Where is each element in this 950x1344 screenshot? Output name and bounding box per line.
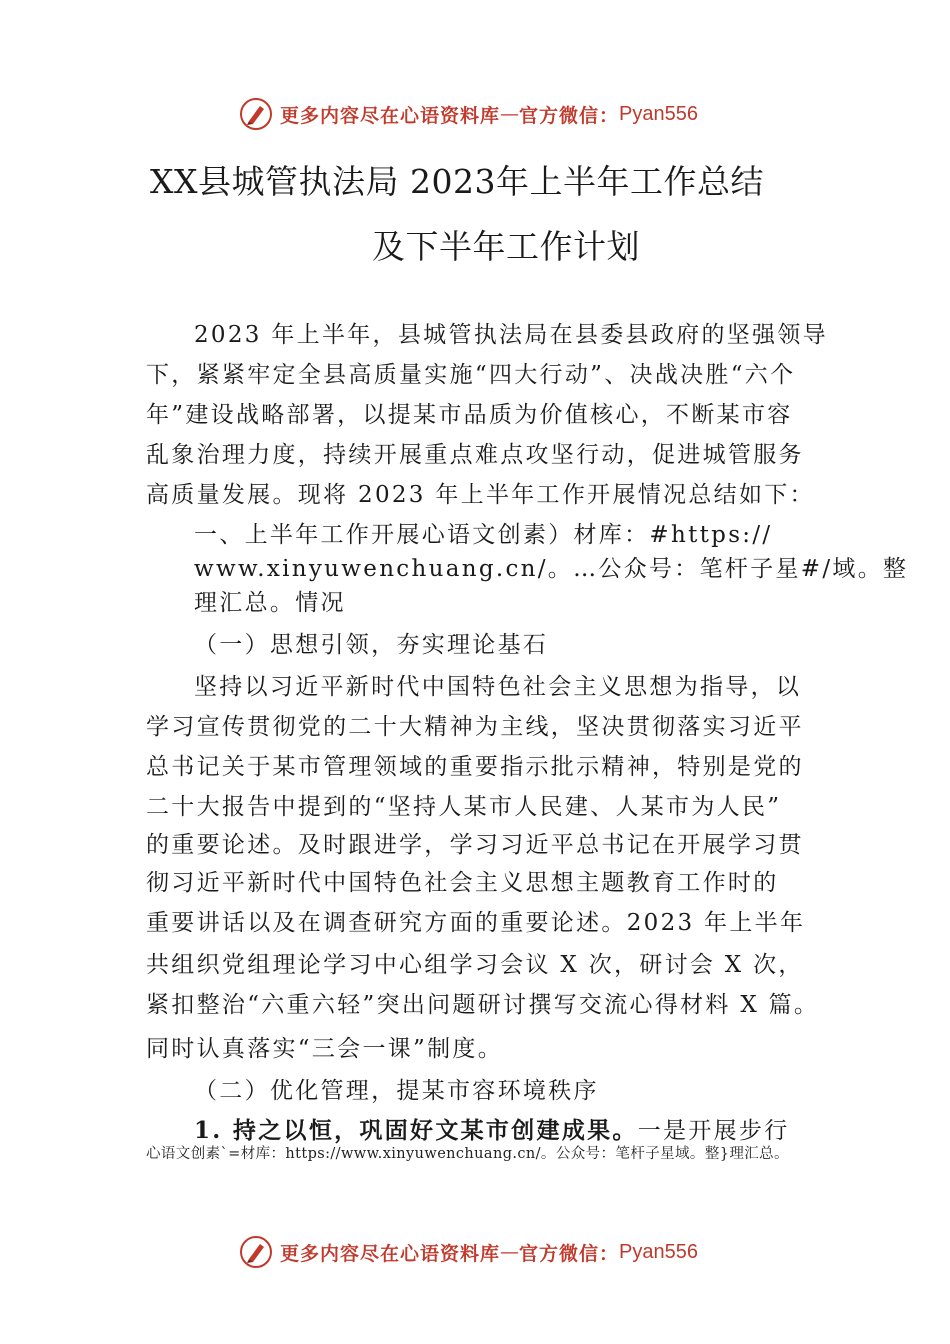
subsection-heading: （二）优化管理，提某市容环境秩序 [194,1078,599,1104]
banner-separator: — [500,103,520,125]
body-line: 年”建设战略部署，以提某市品质为价值核心，不断某市容 [146,402,793,428]
body-line: 紧扣整治“六重六轻”突出问题研讨撰写交流心得材料 X 篇。 [146,992,820,1018]
document-title-line2: 及下半年工作计划 [372,227,640,266]
lead-continuation: 一是开展步行 [637,1118,790,1144]
body-line-last [194,1112,790,1145]
body-line: 2023 年上半年，县城管执法局在县委县政府的坚强领导 [194,322,828,348]
banner-text: 更多内容尽在心语资料库 [280,1242,501,1265]
footer-banner [238,1232,698,1272]
banner-text: 更多内容尽在心语资料库 [280,104,501,127]
bold-lead-text: 1. 持之以恒，巩固好文某市创建成果。 [194,1117,638,1144]
banner-separator: — [500,1241,520,1263]
header-banner [238,94,698,134]
section-heading-line: www.xinyuwenchuang.cn/。…公众号：笔杆子星#/域。整 [194,556,909,582]
body-line: 坚持以习近平新时代中国特色社会主义思想为指导，以 [194,674,802,700]
body-line: 总书记关于某市管理领域的重要指示批示精神，特别是党的 [146,754,804,780]
body-line: 下，紧紧牢定全县高质量实施“四大行动”、决战决胜“六个 [146,362,796,388]
subsection-heading: （一）思想引领，夯实理论基石 [194,632,549,658]
banner-wechat-id: Pyan556 [619,1240,698,1263]
body-line: 同时认真落实“三会一课”制度。 [146,1036,504,1062]
body-line: 彻习近平新时代中国特色社会主义思想主题教育工作时的 [146,870,779,896]
body-line: 的重要论述。及时跟进学，学习习近平总书记在开展学习贯 [146,832,804,858]
body-line: 高质量发展。现将 2023 年上半年工作开展情况总结如下： [146,482,815,508]
section-heading-line: 一、上半年工作开展心语文创素）材库：#https:// [194,522,773,548]
banner-wechat-label: 官方微信： [519,104,620,127]
body-line: 共组织党组理论学习中心组学习会议 X 次，研讨会 X 次， [146,952,804,978]
body-line: 学习宣传贯彻党的二十大精神为主线，坚决贯彻落实习近平 [146,714,804,740]
pen-logo-icon [238,96,274,132]
banner-wechat-id: Pyan556 [619,102,698,125]
pen-logo-icon [238,1234,274,1270]
footnote-watermark: 心语文创素`=材库：https://www.xinyuwenchuang.cn/。公众号：笔杆子星域。整}理汇总。 [146,1146,789,1162]
body-line: 乱象治理力度，持续开展重点难点攻坚行动，促进城管服务 [146,442,804,468]
document-title-line1: XX县城管执法局 2023年上半年工作总结 [150,162,764,201]
section-heading-line: 理汇总。情况 [194,590,346,616]
body-line: 二十大报告中提到的“坚持人某市人民建、人某市为人民” [146,794,782,820]
banner-wechat-label: 官方微信： [519,1242,620,1265]
body-line: 重要讲话以及在调查研究方面的重要论述。2023 年上半年 [146,910,806,936]
